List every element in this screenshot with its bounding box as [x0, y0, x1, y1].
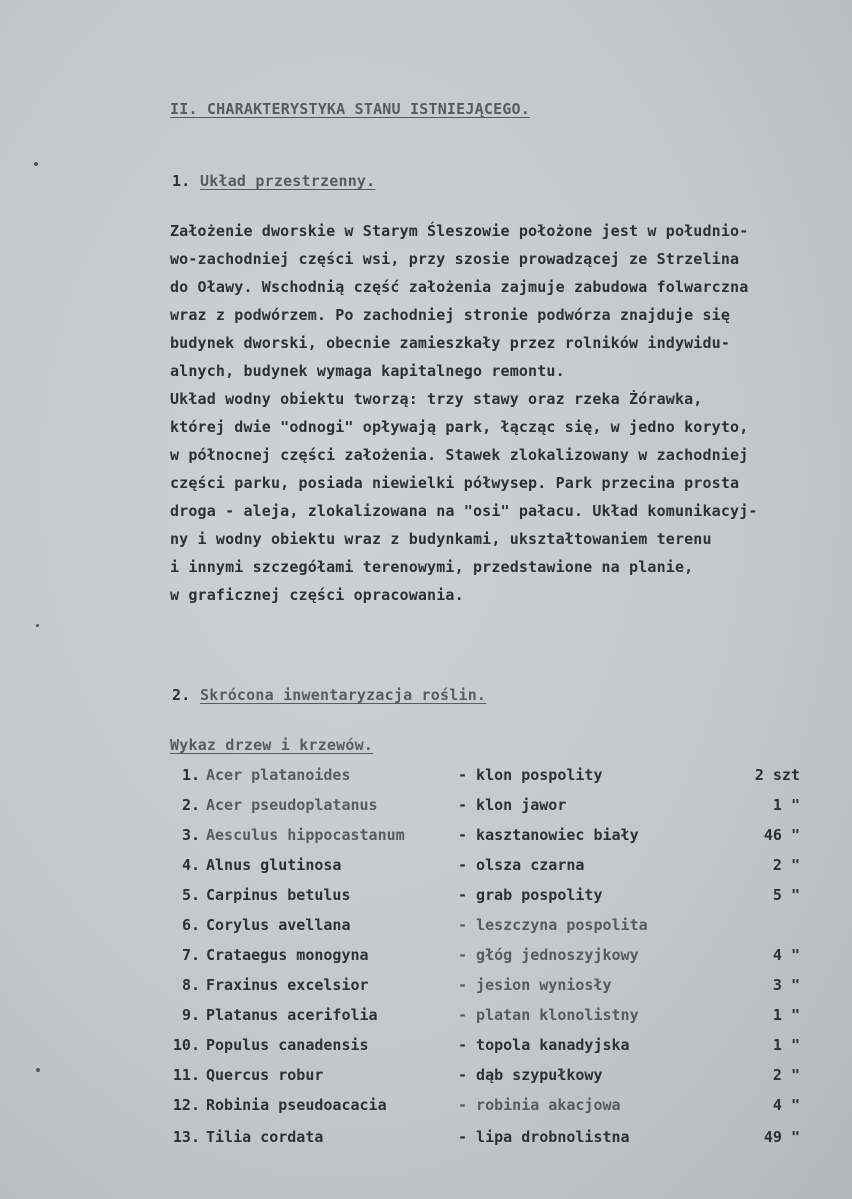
- table-row: [0, 766, 852, 796]
- paragraph-line: budynek dworski, obecnie zamieszkały przez rolników indywidu-: [170, 334, 731, 352]
- paragraph-line: Układ wodny obiektu tworzą: trzy stawy oraz rzeka Żórawka,: [170, 390, 703, 408]
- polish-name: - topola kanadyjska: [458, 1036, 630, 1054]
- row-number: 6.: [181, 916, 200, 934]
- polish-name: - kasztanowiec biały: [458, 826, 639, 844]
- polish-name: - klon jawor: [458, 796, 567, 814]
- count: 2 szt: [754, 766, 800, 784]
- count: 4 ": [772, 946, 800, 964]
- table-row: [0, 946, 852, 976]
- row-number: 7.: [181, 946, 200, 964]
- latin-name: Acer platanoides: [206, 766, 351, 784]
- polish-name: - grab pospolity: [458, 886, 603, 904]
- count: 2 ": [772, 1066, 800, 1084]
- table-row: [0, 976, 852, 1006]
- paragraph-line: do Oławy. Wschodnią część założenia zajmuje zabudowa folwarczna: [170, 278, 749, 296]
- latin-name: Alnus glutinosa: [206, 856, 342, 874]
- polish-name: - dąb szypułkowy: [458, 1066, 603, 1084]
- row-number: 13.: [172, 1128, 200, 1146]
- row-number: 4.: [181, 856, 200, 874]
- row-number: 10.: [172, 1036, 200, 1054]
- row-number: 3.: [181, 826, 200, 844]
- table-row: [0, 856, 852, 886]
- punch-mark: [34, 162, 38, 166]
- row-number: 5.: [181, 886, 200, 904]
- paragraph-line: wo-zachodniej części wsi, przy szosie prowadzącej ze Strzelina: [170, 250, 740, 268]
- subsection-2-title: Skrócona inwentaryzacja roślin.: [200, 686, 487, 704]
- row-number: 12.: [172, 1096, 200, 1114]
- table-row: [0, 796, 852, 826]
- section-title: II. CHARAKTERYSTYKA STANU ISTNIEJĄCEGO.: [170, 100, 530, 118]
- paragraph-line: w graficznej części opracowania.: [170, 586, 464, 604]
- latin-name: Corylus avellana: [206, 916, 351, 934]
- count: 49 ": [763, 1128, 800, 1146]
- row-number: 9.: [181, 1006, 200, 1024]
- list-heading: Wykaz drzew i krzewów.: [170, 736, 374, 754]
- count: 1 ": [772, 1036, 800, 1054]
- paragraph-line: ny i wodny obiektu wraz z budynkami, ukształtowaniem terenu: [170, 530, 712, 548]
- table-row: [0, 916, 852, 946]
- subsection-1-title: Układ przestrzenny.: [200, 172, 376, 190]
- polish-name: - jesion wyniosły: [458, 976, 612, 994]
- latin-name: Fraxinus excelsior: [206, 976, 369, 994]
- subsection-2-number: 2.: [172, 686, 191, 704]
- polish-name: - głóg jednoszyjkowy: [458, 946, 639, 964]
- subsection-1-number: 1.: [172, 172, 191, 190]
- latin-name: Tilia cordata: [206, 1128, 324, 1146]
- row-number: 1.: [181, 766, 200, 784]
- count: 1 ": [772, 796, 800, 814]
- polish-name: - lipa drobnolistna: [458, 1128, 630, 1146]
- polish-name: - robinia akacjowa: [458, 1096, 621, 1114]
- polish-name: - olsza czarna: [458, 856, 585, 874]
- table-row: [0, 1096, 852, 1126]
- latin-name: Robinia pseudoacacia: [206, 1096, 387, 1114]
- table-row: [0, 1036, 852, 1066]
- row-number: 8.: [181, 976, 200, 994]
- latin-name: Crataegus monogyna: [206, 946, 369, 964]
- paragraph-line: Założenie dworskie w Starym Śleszowie położone jest w południo-: [170, 222, 749, 240]
- table-row: [0, 826, 852, 856]
- count: 2 ": [772, 856, 800, 874]
- count: 46 ": [763, 826, 800, 844]
- table-row: [0, 1066, 852, 1096]
- punch-mark: [36, 624, 39, 627]
- paragraph-line: części parku, posiada niewielki półwysep. Park przecina prosta: [170, 474, 740, 492]
- paragraph-line: wraz z podwórzem. Po zachodniej stronie podwórza znajduje się: [170, 306, 731, 324]
- row-number: 2.: [181, 796, 200, 814]
- latin-name: Acer pseudoplatanus: [206, 796, 378, 814]
- paragraph-line: alnych, budynek wymaga kapitalnego remontu.: [170, 362, 565, 380]
- polish-name: - klon pospolity: [458, 766, 603, 784]
- paragraph-line: w północnej części założenia. Stawek zlokalizowany w zachodniej: [170, 446, 749, 464]
- paragraph-line: której dwie "odnogi" opływają park, łącząc się, w jedno koryto,: [170, 418, 749, 436]
- paragraph-line: i innymi szczegółami terenowymi, przedstawione na planie,: [170, 558, 694, 576]
- polish-name: - platan klonolistny: [458, 1006, 639, 1024]
- count: 3 ": [772, 976, 800, 994]
- count: 5 ": [772, 886, 800, 904]
- latin-name: Populus canadensis: [206, 1036, 369, 1054]
- latin-name: Aesculus hippocastanum: [206, 826, 405, 844]
- polish-name: - leszczyna pospolita: [458, 916, 648, 934]
- row-number: 11.: [172, 1066, 200, 1084]
- count: 4 ": [772, 1096, 800, 1114]
- table-row: [0, 886, 852, 916]
- paragraph-line: droga - aleja, zlokalizowana na "osi" pałacu. Układ komunikacyj-: [170, 502, 758, 520]
- latin-name: Quercus robur: [206, 1066, 324, 1084]
- latin-name: Carpinus betulus: [206, 886, 351, 904]
- table-row: [0, 1128, 852, 1158]
- latin-name: Platanus acerifolia: [206, 1006, 378, 1024]
- table-row: [0, 1006, 852, 1036]
- count: 1 ": [772, 1006, 800, 1024]
